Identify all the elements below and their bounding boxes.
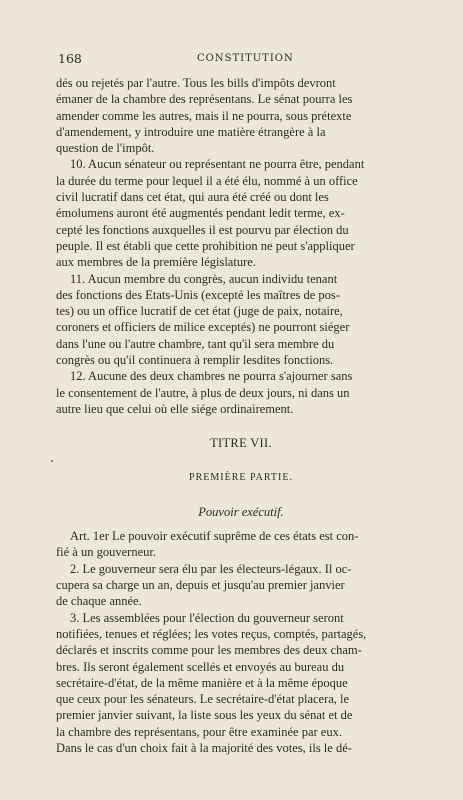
text-line: peuple. Il est établi que cette prohibition ne peut s'appliquer: [56, 238, 355, 253]
text-line: aux membres de la première législature.: [56, 255, 256, 270]
article-3: [56, 610, 426, 757]
text-line: coroners et officiers de milice exceptés) ne pourront siéger: [56, 320, 350, 335]
text-line: Dans le cas d'un choix fait à la majorité des votes, ils le dé-: [56, 740, 352, 755]
text-line: secrétaire-d'état, de la même manière et à la même époque: [56, 675, 348, 690]
article-2: [56, 561, 426, 610]
paragraph-11: [56, 271, 426, 369]
ink-speck: [51, 460, 53, 462]
text-line: fié à un gouverneur.: [56, 545, 156, 560]
paragraph-continued: [56, 75, 426, 156]
section-title: Pouvoir exécutif.: [198, 504, 284, 519]
page-number: 168: [58, 51, 82, 66]
text-line: de chaque année.: [56, 594, 142, 609]
text-line: dans l'une ou l'autre chambre, tant qu'il sera membre du: [56, 336, 335, 351]
text-line: des fonctions des Etats-Unis (excepté les maîtres de pos-: [56, 287, 340, 302]
titre-heading: TITRE VII.: [210, 436, 272, 451]
text-line: question de l'impôt.: [56, 141, 155, 156]
article-1: [56, 528, 426, 561]
text-line: que ceux pour les sénateurs. Le secrétaire-d'état placera, le: [56, 692, 350, 707]
text-line: cepté les fonctions auxquelles il est pourvu par élection du: [56, 222, 349, 237]
text-line: la durée du terme pour lequel il a été élu, nommé à un office: [56, 173, 358, 188]
text-line: civil lucratif dans cet état, qui aura été créé ou dont les: [56, 190, 329, 205]
text-line: notifiées, tenues et réglées; les votes reçus, comptés, partagés,: [56, 626, 367, 641]
text-line: Art. 1er Le pouvoir exécutif suprême de ces états est con-: [70, 529, 359, 544]
text-line: 10. Aucun sénateur ou représentant ne pourra être, pendant: [70, 157, 365, 172]
text-line: amender comme les autres, mais il ne pourra, sous prétexte: [56, 108, 352, 123]
text-line: bres. Ils seront également scellés et envoyés au bureau du: [56, 659, 345, 674]
running-title: CONSTITUTION: [197, 53, 294, 64]
text-line: cupera sa charge un an, depuis et jusqu'au premier janvier: [56, 578, 345, 593]
paragraph-12: [56, 368, 426, 417]
page-body: [56, 75, 426, 756]
partie-heading: PREMIÈRE PARTIE.: [189, 471, 293, 483]
text-line: déclarés et inscrits comme pour les membres des deux cham-: [56, 643, 362, 658]
text-line: premier janvier suivant, la liste sous les yeux du sénat et de: [56, 708, 353, 723]
text-line: émolumens auront été augmentés pendant ledit terme, ex-: [56, 206, 345, 221]
text-line: la chambre des représentans, pour être examinée par eux.: [56, 724, 342, 739]
paragraph-10: [56, 156, 426, 270]
text-line: dés ou rejetés par l'autre. Tous les bills d'impôts devront: [56, 76, 336, 90]
text-line: autre lieu que celui où elle siége ordinairement.: [56, 401, 294, 416]
text-line: congrès ou qu'il continuera à remplir lesdites fonctions.: [56, 353, 334, 368]
page-header: [58, 51, 428, 67]
text-line: 3. Les assemblées pour l'élection du gouverneur seront: [70, 610, 344, 625]
text-line: tes) ou un office lucratif de cet état (juge de paix, notaire,: [56, 304, 343, 319]
text-line: 12. Aucune des deux chambres ne pourra s'ajourner sans: [70, 369, 353, 384]
text-line: 2. Le gouverneur sera élu par les électeurs-légaux. Il oc-: [70, 561, 352, 576]
text-line: d'amendement, y introduire une matière étrangère à la: [56, 124, 326, 139]
text-line: émaner de la chambre des représentans. Le sénat pourra les: [56, 92, 353, 107]
text-line: le consentement de l'autre, à plus de deux jours, ni dans un: [56, 385, 350, 400]
text-line: 11. Aucun membre du congrès, aucun individu tenant: [70, 271, 338, 286]
